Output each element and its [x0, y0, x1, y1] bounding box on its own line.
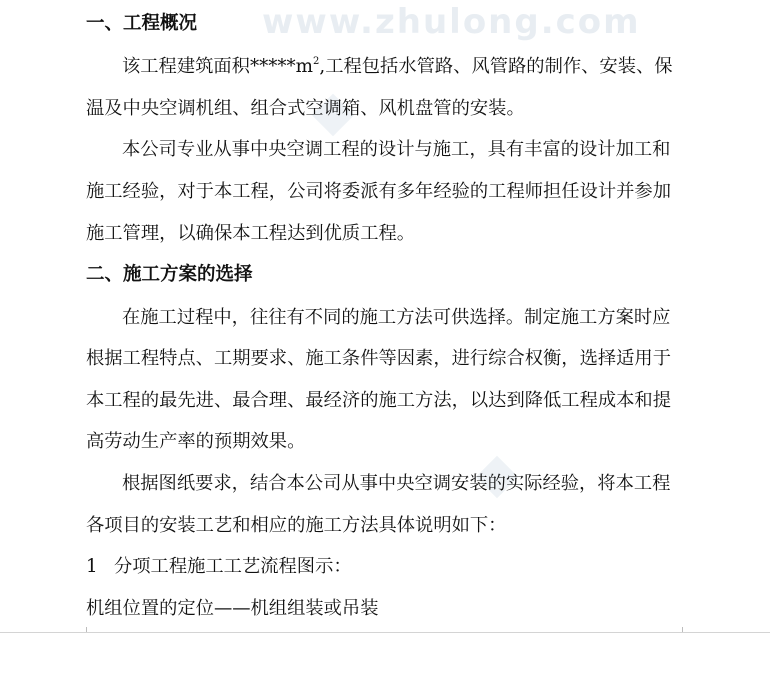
list-item-text: 分项工程施工工艺流程图示：: [114, 556, 352, 577]
section-heading-overview: 一、工程概况: [86, 13, 198, 34]
paragraph-line: 施工管理，以确保本工程达到优质工程。: [86, 223, 416, 244]
paragraph-line: 施工经验，对于本工程，公司将委派有多年经验的工程师担任设计并参加: [86, 181, 671, 202]
paragraph-line: 温及中央空调机组、组合式空调箱、风机盘管的安装。: [86, 98, 525, 119]
paragraph-line: 本公司专业从事中央空调工程的设计与施工，具有丰富的设计加工和: [122, 139, 671, 160]
superscript: 2: [313, 56, 320, 67]
paragraph-line: 本工程的最先进、最合理、最经济的施工方法，以达到降低工程成本和提: [86, 390, 671, 411]
list-item-number: 1: [86, 556, 98, 577]
paragraph-line: [122, 58, 673, 76]
text-run: ,工程包括水管路、风管路的制作、安装、保: [319, 56, 673, 77]
watermark: www.zhulong.com: [262, 2, 641, 42]
flow-line: 机组位置的定位——机组组装或吊装: [86, 598, 379, 619]
paragraph-line: 各项目的安装工艺和相应的施工方法具体说明如下：: [86, 515, 507, 536]
next-page: [0, 633, 770, 687]
paragraph-line: 根据图纸要求，结合本公司从事中央空调安装的实际经验，将本工程: [122, 473, 671, 494]
section-heading-plan: 二、施工方案的选择: [86, 264, 253, 285]
paragraph-line: 高劳动生产率的预期效果。: [86, 431, 306, 452]
list-item: [86, 558, 352, 576]
paragraph-line: 在施工过程中，往往有不同的施工方法可供选择。制定施工方案时应: [122, 307, 671, 328]
paragraph-line: 根据工程特点、工期要求、施工条件等因素，进行综合权衡，选择适用于: [86, 348, 671, 369]
text-run: 该工程建筑面积*****m: [122, 56, 314, 77]
